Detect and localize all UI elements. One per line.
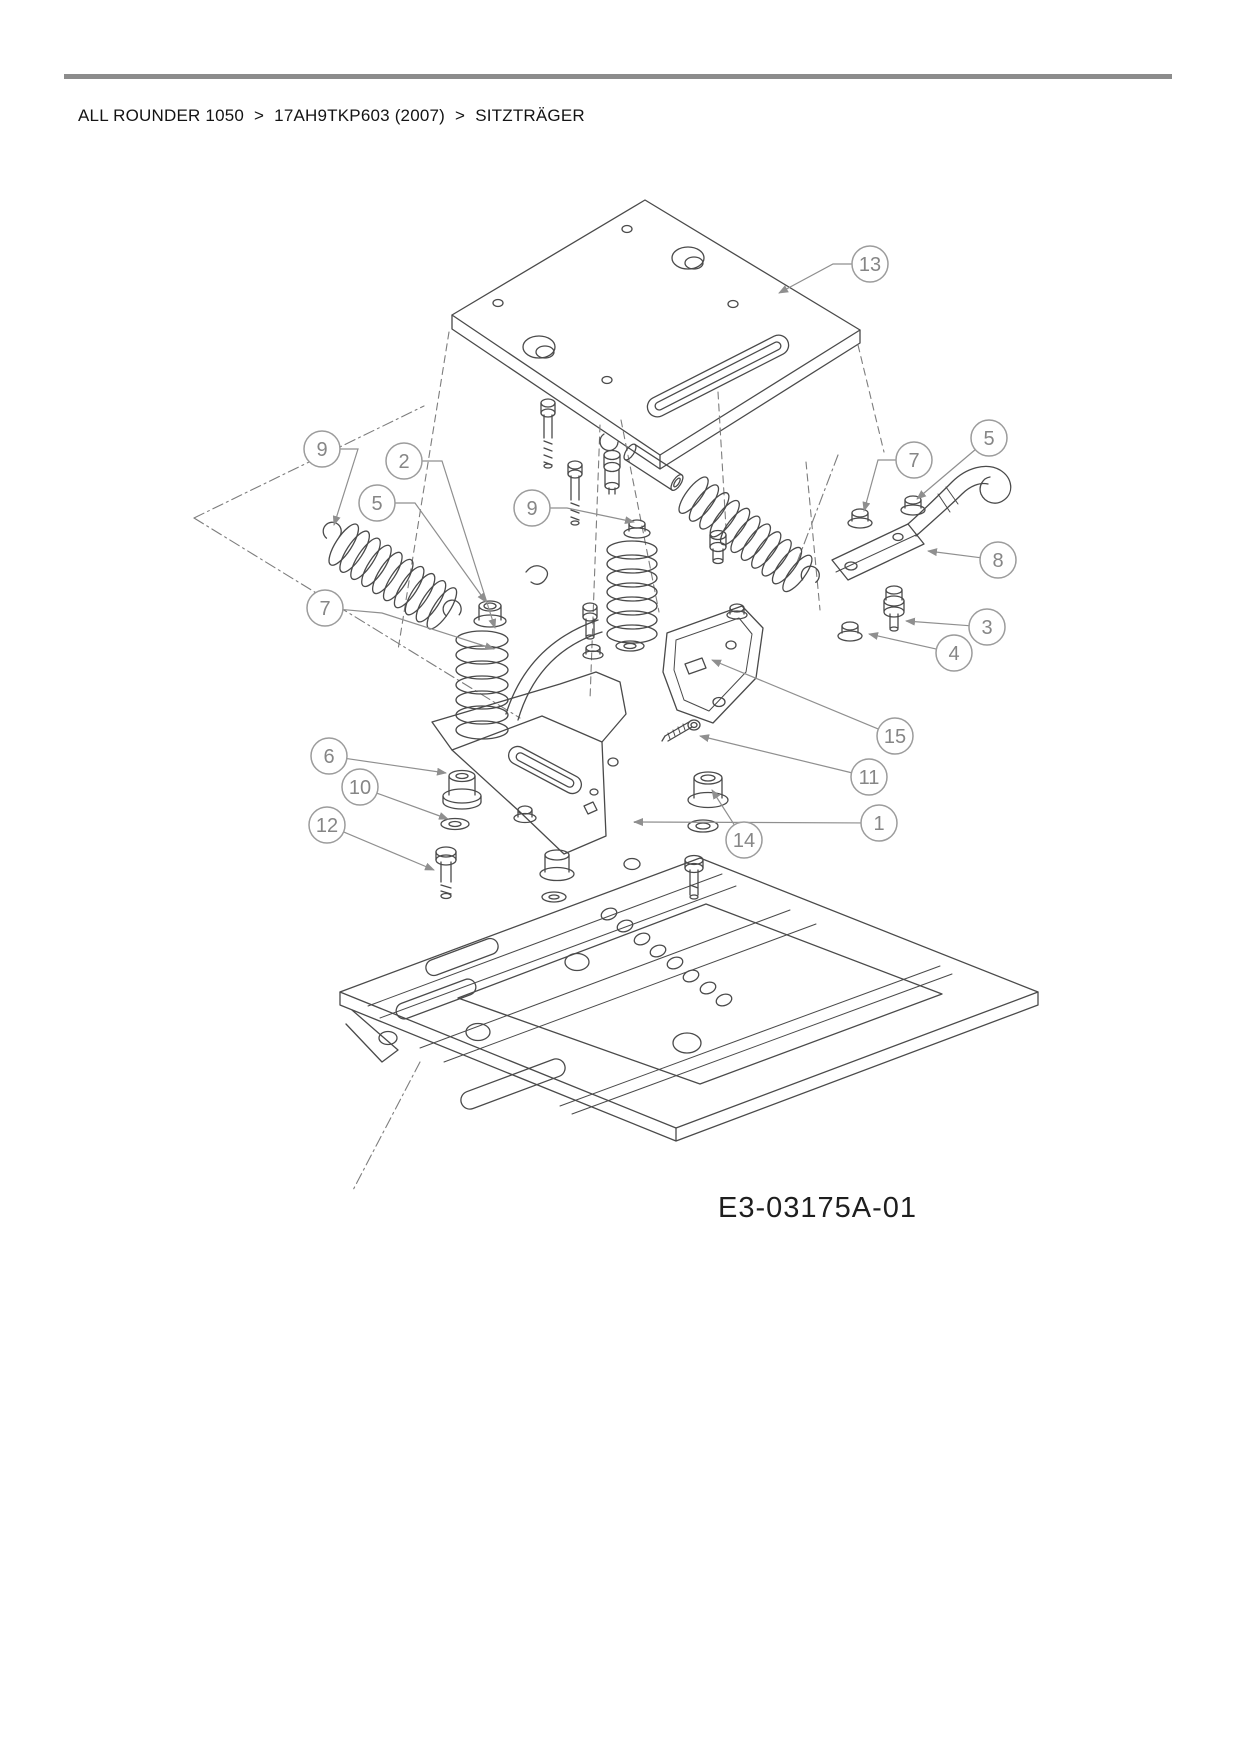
part-callout-4	[869, 634, 972, 671]
bottom-mounting-plate	[340, 858, 1038, 1141]
part-callout-5	[359, 485, 486, 602]
rubber-bushing	[540, 850, 574, 902]
compression-spring-right	[607, 541, 657, 643]
flange-nut	[848, 509, 872, 528]
center-lines	[194, 406, 838, 1192]
callout-leader-line	[377, 793, 448, 819]
shoulder-bolt-small	[541, 399, 555, 468]
callout-number: 12	[315, 815, 339, 837]
callout-number: 1	[873, 813, 885, 835]
callout-number: 2	[398, 451, 410, 473]
callout-number: 6	[323, 746, 335, 768]
callout-leader-line	[712, 660, 878, 729]
shock-spring-assembly	[600, 434, 827, 603]
callout-number: 4	[948, 643, 960, 665]
seat-plate-slot	[644, 332, 792, 421]
callout-leader-line	[906, 621, 969, 626]
top-seat-plate	[452, 200, 860, 469]
callout-number: 11	[858, 767, 880, 789]
part-callout-11	[700, 736, 887, 795]
callout-number: 5	[983, 428, 995, 450]
projection-lines	[398, 332, 884, 700]
breadcrumb-item-variant: 17AH9TKP603 (2007)	[274, 106, 446, 125]
part-callout-12	[309, 807, 434, 870]
callout-number: 14	[732, 830, 756, 852]
shoulder-bolt-medium	[604, 451, 620, 495]
rubber-bushing	[688, 772, 728, 808]
callout-number: 9	[526, 498, 538, 520]
pivot-bracket	[663, 604, 763, 723]
callout-leader-line	[700, 736, 852, 773]
breadcrumb-separator: >	[455, 106, 466, 125]
part-callout-14	[712, 790, 762, 858]
part-callout-7	[307, 590, 494, 649]
part-callout-8	[928, 542, 1016, 578]
callout-leader-line	[343, 610, 494, 649]
part-callout-10	[342, 769, 448, 819]
callout-leader-line	[334, 449, 358, 525]
shoulder-bolt-right	[884, 586, 904, 631]
part-callout-13	[779, 246, 888, 293]
callout-number: 15	[883, 726, 907, 748]
callout-number: 13	[858, 254, 882, 276]
diagram-code-label: E3-03175A-01	[718, 1192, 918, 1224]
callout-number: 5	[371, 493, 383, 515]
callout-leader-line	[395, 503, 486, 602]
callout-leader-line	[550, 508, 634, 522]
callout-number: 10	[348, 777, 372, 799]
callout-leader-line	[864, 460, 896, 511]
hex-screw	[662, 720, 700, 741]
breadcrumb-separator: >	[254, 106, 265, 125]
shoulder-bolt-lower	[436, 847, 456, 899]
flange-nut	[838, 622, 862, 641]
part-callout-7	[864, 442, 932, 511]
callout-leader-line	[779, 264, 852, 293]
rubber-bushing	[443, 771, 481, 810]
flange-nut-top	[624, 520, 650, 538]
part-callout-1	[634, 805, 897, 841]
shoulder-bolt-small	[568, 461, 582, 525]
callout-number: 9	[316, 439, 328, 461]
part-callout-9	[304, 431, 358, 525]
compression-spring-left	[456, 631, 508, 739]
callout-number: 7	[319, 598, 331, 620]
breadcrumb-item-section: SITZTRÄGER	[475, 106, 585, 125]
callout-number: 3	[981, 617, 993, 639]
breadcrumb-item-model: ALL ROUNDER 1050	[78, 106, 245, 125]
spring-hook-link	[526, 566, 548, 585]
callout-number: 7	[908, 450, 920, 472]
part-callout-15	[712, 660, 913, 754]
callout-number: 8	[992, 550, 1004, 572]
callout-leader-line	[928, 551, 980, 558]
part-callout-6	[311, 738, 446, 774]
washer	[441, 819, 469, 830]
callout-leader-line	[869, 634, 936, 649]
callout-leader-line	[344, 832, 434, 870]
